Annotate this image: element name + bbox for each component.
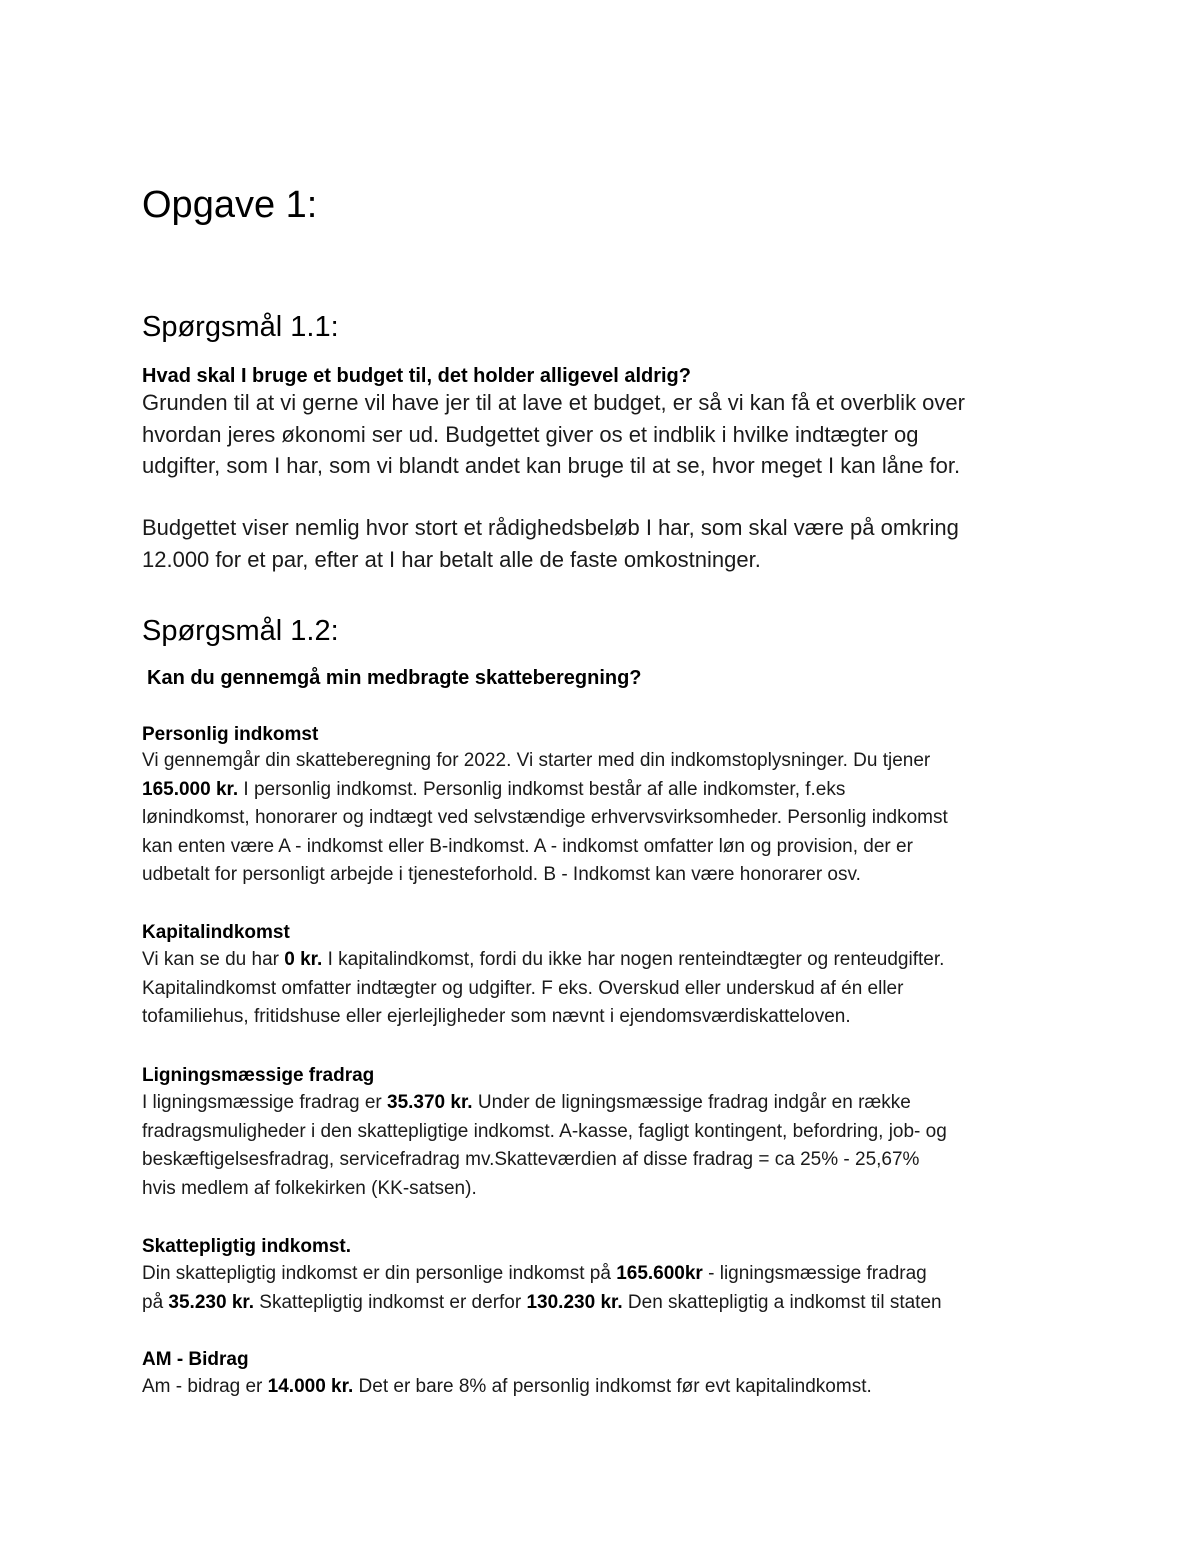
amount: 130.230 kr. — [526, 1291, 623, 1313]
amount: 165.600kr — [616, 1263, 703, 1284]
kapitalindkomst-heading: Kapitalindkomst — [142, 922, 290, 943]
page-title: Opgave 1: — [142, 184, 318, 226]
personlig-indkomst-text — [142, 747, 1072, 890]
answer-paragraph-2 — [142, 512, 1072, 575]
am-bidrag-heading: AM - Bidrag — [142, 1349, 249, 1370]
text-line: udgifter, som I har, som vi blandt andet kan bruge til at se, hvor meget I kan låne for. — [142, 453, 961, 478]
text-line: 12.000 for et par, efter at I har betalt alle de faste omkostninger. — [142, 546, 761, 572]
amount: 35.230 kr. — [168, 1291, 255, 1313]
text-line: Kapitalindkomst omfatter indtægter og udgifter. F eks. Overskud eller underskud af én eller — [142, 977, 904, 999]
text-line: Am - bidrag er 14.000 kr. Det er bare 8% af personlig indkomst før evt kapitalindkomst. — [142, 1376, 872, 1397]
text-line: Budgettet viser nemlig hvor stort et rådighedsbeløb I har, som skal være på omkring — [142, 515, 959, 540]
text-line: kan enten være A - indkomst eller B-indkomst. A - indkomst omfatter løn og provision, der er — [142, 835, 913, 857]
text-line: udbetalt for personligt arbejde i tjenesteforhold. B - Indkomst kan være honorarer osv. — [142, 864, 861, 885]
text-line: Grunden til at vi gerne vil have jer til at lave et budget, er så vi kan få et overblik over — [142, 390, 965, 415]
text-line: tofamiliehus, fritidshuse eller ejerlejligheder som nævnt i ejendomsværdiskatteloven. — [142, 1006, 851, 1027]
amount: 35.370 kr. — [387, 1092, 473, 1113]
section-heading-1-2: Spørgsmål 1.2: — [142, 615, 339, 647]
question-1-2: Kan du gennemgå min medbragte skatteberegning? — [147, 667, 642, 689]
text-line: 165.000 kr. I personlig indkomst. Personlig indkomst består af alle indkomster, f.eks — [142, 778, 846, 800]
personlig-indkomst-heading: Personlig indkomst — [142, 724, 319, 745]
ligningsmaessige-fradrag-text — [142, 1089, 1072, 1203]
text-line: I ligningsmæssige fradrag er 35.370 kr. Under de ligningsmæssige fradrag indgår en række — [142, 1092, 911, 1113]
ligningsmaessige-fradrag-heading: Ligningsmæssige fradrag — [142, 1065, 375, 1086]
amount: 165.000 kr. — [142, 778, 239, 800]
text-line: fradragsmuligheder i den skattepligtige indkomst. A-kasse, fagligt kontingent, befordring, job- og — [142, 1120, 947, 1142]
amount: 0 kr. — [284, 949, 323, 970]
amount: 14.000 kr. — [267, 1376, 354, 1397]
text-line: hvis medlem af folkekirken (KK-satsen). — [142, 1177, 477, 1199]
text-line: lønindkomst, honorarer og indtægt ved selvstændige erhvervsvirksomheder. Personlig indkomst — [142, 807, 948, 828]
am-bidrag-text — [142, 1373, 1072, 1402]
answer-paragraph-1 — [142, 387, 1072, 482]
skattepligtig-indkomst-heading: Skattepligtig indkomst. — [142, 1236, 352, 1257]
section-heading-1-1: Spørgsmål 1.1: — [142, 311, 339, 343]
text-line: hvordan jeres økonomi ser ud. Budgettet giver os et indblik i hvilke indtægter og — [142, 421, 919, 447]
kapitalindkomst-text — [142, 946, 1072, 1032]
question-1-1: Hvad skal I bruge et budget til, det holder alligevel aldrig? — [142, 365, 691, 387]
skattepligtig-indkomst-text — [142, 1260, 1072, 1317]
text-line: Vi gennemgår din skatteberegning for 2022. Vi starter med din indkomstoplysninger. Du tjener — [142, 750, 931, 771]
text-line: Din skattepligtig indkomst er din personlige indkomst på 165.600kr - ligningsmæssige fradrag — [142, 1263, 927, 1284]
text-line: Vi kan se du har 0 kr. I kapitalindkomst, fordi du ikke har nogen renteindtægter og renteudgifter. — [142, 949, 945, 970]
text-line: på 35.230 kr. Skattepligtig indkomst er derfor 130.230 kr. Den skattepligtig a indkomst til staten — [142, 1291, 942, 1313]
text-line: beskæftigelsesfradrag, servicefradrag mv.Skatteværdien af disse fradrag = ca 25% - 25,67% — [142, 1149, 920, 1170]
